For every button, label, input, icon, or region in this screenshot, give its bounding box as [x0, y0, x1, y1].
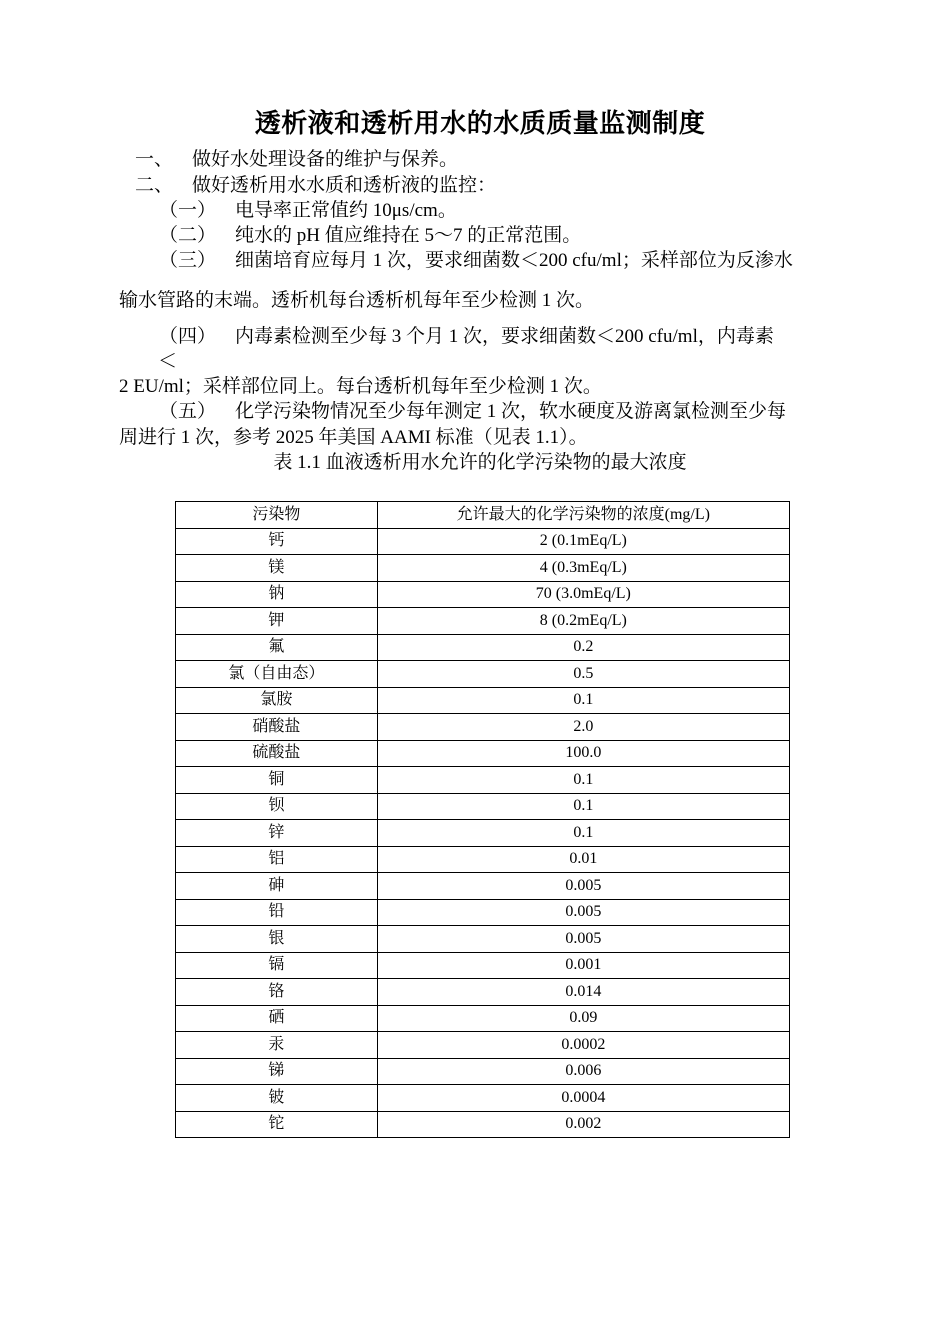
concentration-value-cell: 0.014	[377, 979, 789, 1006]
table-row	[176, 846, 790, 873]
concentration-value-cell: 0.2	[377, 634, 789, 661]
sub-item-5-continuation: 周进行 1 次，参考 2025 年美国 AAMI 标准（见表 1.1）。	[119, 427, 588, 448]
sub-item-4-symbol: ＜	[158, 351, 178, 372]
concentration-value-cell: 4 (0.3mEq/L)	[377, 555, 789, 582]
sub-item-5	[159, 400, 786, 424]
sub-item-number: （三）	[159, 250, 217, 271]
sub-item-number: （五）	[159, 401, 217, 422]
table-row	[176, 714, 790, 741]
table-row	[176, 1085, 790, 1112]
contaminant-name-cell: 锑	[176, 1058, 378, 1085]
sub-item-4-continuation: 2 EU/ml；采样部位同上。每台透析机每年至少检测 1 次。	[119, 376, 602, 397]
table-row	[176, 1032, 790, 1059]
contaminant-name-cell: 汞	[176, 1032, 378, 1059]
table-row	[176, 1005, 790, 1032]
contaminant-name-cell: 铜	[176, 767, 378, 794]
contaminant-name-cell: 硫酸盐	[176, 740, 378, 767]
table-row	[176, 740, 790, 767]
sub-item-3	[159, 249, 793, 273]
table-row	[176, 661, 790, 688]
sub-item-text: 细菌培育应每月 1 次，要求细菌数＜200 cfu/ml；采样部位为反渗水	[235, 250, 793, 271]
sub-item-1	[159, 199, 457, 223]
concentration-value-cell: 0.0004	[377, 1085, 789, 1112]
concentration-value-cell: 0.09	[377, 1005, 789, 1032]
sub-item-number: （四）	[159, 326, 217, 347]
contaminant-name-cell: 钡	[176, 793, 378, 820]
concentration-value-cell: 0.01	[377, 846, 789, 873]
contaminant-name-cell: 氯胺	[176, 687, 378, 714]
list-item-1	[135, 148, 458, 172]
contaminant-name-cell: 铍	[176, 1085, 378, 1112]
concentration-value-cell: 0.005	[377, 899, 789, 926]
sub-item-3-continuation: 输水管路的末端。透析机每台透析机每年至少检测 1 次。	[119, 290, 595, 311]
sub-item-text: 纯水的 pH 值应维持在 5～7 的正常范围。	[235, 225, 582, 246]
concentration-value-cell: 0.006	[377, 1058, 789, 1085]
contaminant-name-cell: 镁	[176, 555, 378, 582]
table-row	[176, 767, 790, 794]
concentration-value-cell: 2 (0.1mEq/L)	[377, 528, 789, 555]
contaminant-name-cell: 铬	[176, 979, 378, 1006]
list-item-2	[135, 174, 496, 198]
concentration-value-cell: 2.0	[377, 714, 789, 741]
table-row	[176, 873, 790, 900]
concentration-value-cell: 8 (0.2mEq/L)	[377, 608, 789, 635]
contaminant-table	[175, 501, 790, 1138]
table-row	[176, 687, 790, 714]
contaminant-name-cell: 硝酸盐	[176, 714, 378, 741]
contaminant-name-cell: 氟	[176, 634, 378, 661]
sub-item-text: 电导率正常值约 10μs/cm。	[235, 200, 457, 221]
contaminant-name-cell: 铊	[176, 1111, 378, 1138]
concentration-value-cell: 0.1	[377, 793, 789, 820]
header-cell-contaminant: 污染物	[176, 502, 378, 529]
contaminant-name-cell: 氯（自由态）	[176, 661, 378, 688]
concentration-value-cell: 0.005	[377, 873, 789, 900]
table-row	[176, 1111, 790, 1138]
table-row	[176, 528, 790, 555]
concentration-value-cell: 0.001	[377, 952, 789, 979]
contaminant-name-cell: 铝	[176, 846, 378, 873]
list-item-text: 做好透析用水水质和透析液的监控：	[192, 175, 497, 196]
contaminant-name-cell: 钙	[176, 528, 378, 555]
header-cell-concentration: 允许最大的化学污染物的浓度(mg/L)	[377, 502, 789, 529]
concentration-value-cell: 100.0	[377, 740, 789, 767]
sub-item-2	[159, 224, 581, 248]
table-row	[176, 979, 790, 1006]
table-row	[176, 820, 790, 847]
table-row	[176, 899, 790, 926]
table-row	[176, 608, 790, 635]
concentration-value-cell: 0.002	[377, 1111, 789, 1138]
concentration-value-cell: 0.1	[377, 820, 789, 847]
concentration-value-cell: 0.005	[377, 926, 789, 953]
contaminant-name-cell: 硒	[176, 1005, 378, 1032]
contaminant-name-cell: 钾	[176, 608, 378, 635]
sub-item-number: （二）	[159, 225, 217, 246]
sub-item-number: （一）	[159, 200, 217, 221]
table-header-row	[176, 502, 790, 529]
table-row	[176, 1058, 790, 1085]
sub-item-text: 化学污染物情况至少每年测定 1 次，软水硬度及游离氯检测至少每	[235, 401, 787, 422]
sub-item-text: 内毒素检测至少每 3 个月 1 次，要求细菌数＜200 cfu/ml，内毒素	[235, 326, 774, 347]
concentration-value-cell: 70 (3.0mEq/L)	[377, 581, 789, 608]
table-row	[176, 926, 790, 953]
concentration-value-cell: 0.5	[377, 661, 789, 688]
document-title: 透析液和透析用水的水质质量监测制度	[254, 109, 706, 138]
concentration-value-cell: 0.1	[377, 687, 789, 714]
contaminant-name-cell: 镉	[176, 952, 378, 979]
table-row	[176, 952, 790, 979]
contaminant-name-cell: 锌	[176, 820, 378, 847]
contaminant-name-cell: 银	[176, 926, 378, 953]
concentration-value-cell: 0.0002	[377, 1032, 789, 1059]
table-row	[176, 634, 790, 661]
table-row	[176, 581, 790, 608]
contaminant-name-cell: 钠	[176, 581, 378, 608]
contaminant-name-cell: 铅	[176, 899, 378, 926]
concentration-value-cell: 0.1	[377, 767, 789, 794]
list-item-number: 一、	[135, 149, 174, 170]
list-item-number: 二、	[135, 175, 174, 196]
table-row	[176, 555, 790, 582]
table-caption: 表 1.1 血液透析用水允许的化学污染物的最大浓度	[273, 452, 687, 473]
list-item-text: 做好水处理设备的维护与保养。	[192, 149, 459, 170]
sub-item-4	[159, 325, 774, 349]
contaminant-name-cell: 砷	[176, 873, 378, 900]
table-row	[176, 793, 790, 820]
